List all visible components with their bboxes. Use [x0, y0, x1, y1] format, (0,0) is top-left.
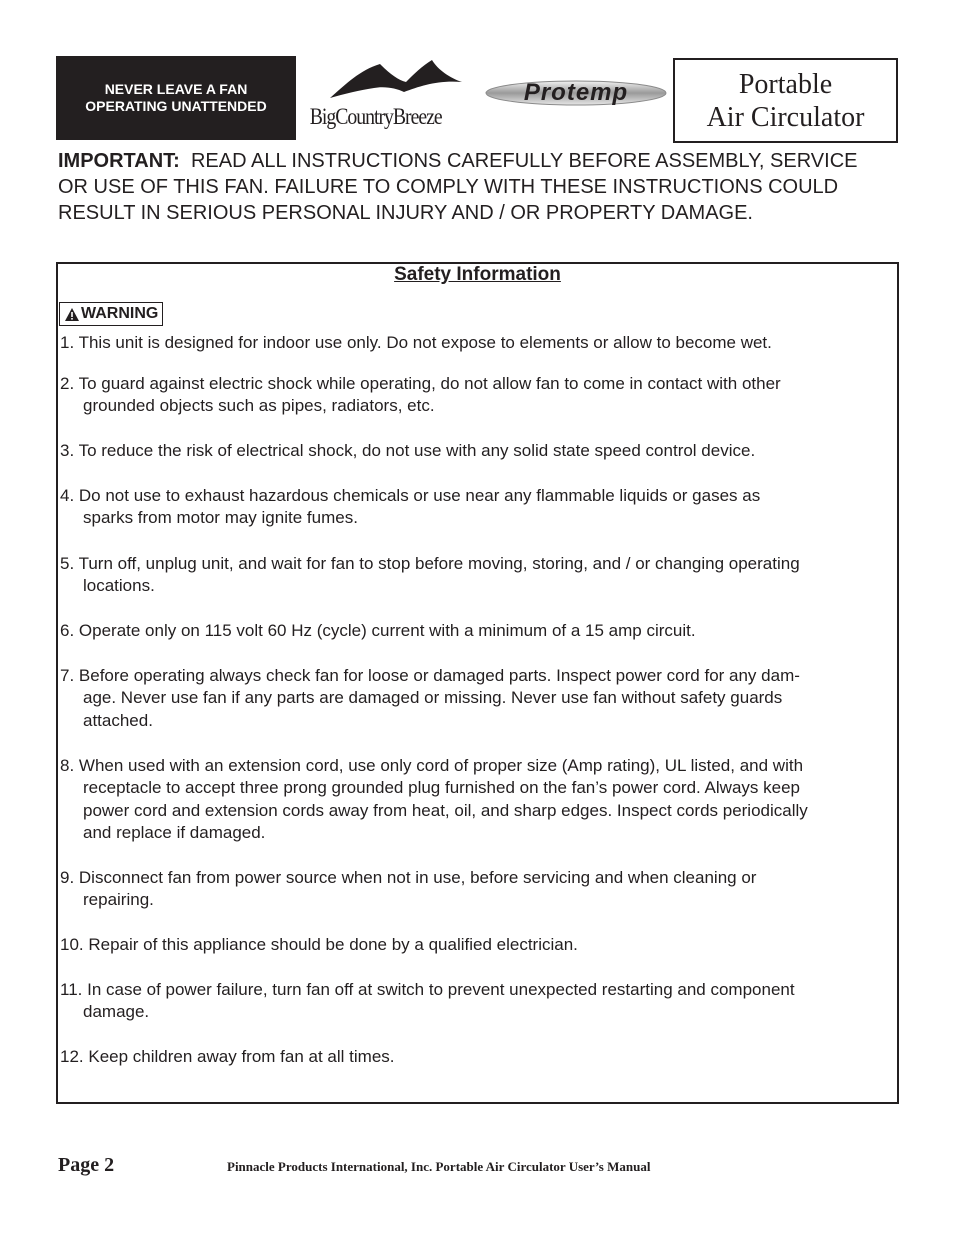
item-line: 1. This unit is designed for indoor use only. Do not expose to elements or allow to become wet. — [60, 333, 772, 352]
safety-information-box — [56, 262, 899, 1104]
title-line-2: Air Circulator — [706, 101, 865, 133]
item-line: power cord and extension cords away from heat, oil, and sharp edges. Inspect cords periodically — [83, 800, 808, 820]
safety-title: Safety Information — [394, 264, 561, 285]
safety-item — [60, 440, 900, 462]
safety-item — [60, 620, 900, 642]
item-line: 8. When used with an extension cord, use only cord of proper size (Amp rating), UL listed, and with — [60, 756, 804, 775]
page-header — [56, 56, 898, 142]
item-line: repairing. — [83, 890, 154, 910]
item-line: 5. Turn off, unplug unit, and wait for fan to stop before moving, storing, and / or changing operating — [60, 554, 800, 573]
safety-item — [60, 755, 900, 845]
safety-item — [60, 1046, 900, 1068]
warning-triangle-icon — [65, 308, 79, 321]
safety-item — [60, 979, 900, 1024]
important-text: READ ALL INSTRUCTIONS CAREFULLY BEFORE ASSEMBLY, SERVICE OR USE OF THIS FAN. FAILURE TO COMPLY WITH THESE INSTRUCTIONS COULD RESULT IN SERIOUS PERSONAL INJURY AND / OR PROPERTY DAMAGE. — [58, 150, 858, 224]
safety-item — [60, 373, 900, 418]
item-line: 9. Disconnect fan from power source when not in use, before servicing and when cleaning or — [60, 868, 757, 887]
item-line: 4. Do not use to exhaust hazardous chemicals or use near any flammable liquids or gases as — [60, 486, 761, 505]
item-line: grounded objects such as pipes, radiators, etc. — [83, 396, 435, 416]
never-unattended-banner — [56, 56, 296, 140]
safety-item — [60, 485, 900, 530]
mountain-icon — [300, 56, 476, 106]
important-label: IMPORTANT: — [58, 150, 180, 172]
document-title — [673, 58, 898, 143]
banner-line-1: NEVER LEAVE A FAN — [104, 81, 248, 97]
safety-item — [60, 553, 900, 598]
title-line-1: Portable — [738, 68, 833, 100]
item-line: 3. To reduce the risk of electrical shock, do not use with any solid state speed control device. — [60, 441, 756, 460]
warning-label — [59, 302, 163, 326]
item-line: and replace if damaged. — [83, 823, 266, 843]
warning-text: WARNING — [81, 305, 159, 322]
important-notice — [58, 148, 888, 226]
big-country-breeze-logo — [300, 56, 476, 132]
item-line: age. Never use fan if any parts are damaged or missing. Never use fan without safety guards — [83, 688, 783, 708]
item-line: 6. Operate only on 115 volt 60 Hz (cycle) current with a minimum of a 15 amp circuit. — [60, 621, 696, 640]
logo-wordmark: BigCountryBreeze — [309, 104, 442, 129]
item-line: locations. — [83, 576, 155, 596]
page-number: Page 2 — [58, 1154, 115, 1176]
banner-line-2: OPERATING UNATTENDED — [85, 98, 267, 114]
protemp-wordmark: Protemp — [523, 79, 629, 106]
item-line: sparks from motor may ignite fumes. — [83, 508, 358, 528]
item-line: 10. Repair of this appliance should be done by a qualified electrician. — [60, 935, 578, 954]
item-line: damage. — [83, 1002, 150, 1022]
item-line: attached. — [83, 710, 153, 730]
item-line: 11. In case of power failure, turn fan off at switch to prevent unexpected restarting and component — [60, 980, 795, 999]
item-line: 12. Keep children away from fan at all times. — [60, 1047, 395, 1066]
safety-item — [60, 934, 900, 956]
footer-manual-title: Pinnacle Products International, Inc. Portable Air Circulator User’s Manual — [227, 1159, 651, 1174]
item-line: 2. To guard against electric shock while operating, do not allow fan to come in contact with other — [60, 374, 781, 393]
protemp-logo — [484, 79, 668, 107]
safety-item — [60, 332, 900, 354]
safety-item — [60, 665, 900, 732]
item-line: 7. Before operating always check fan for loose or damaged parts. Inspect power cord for any dam- — [60, 666, 800, 685]
safety-item — [60, 867, 900, 912]
item-line: receptacle to accept three prong grounded plug furnished on the fan’s power cord. Always keep — [83, 778, 800, 798]
